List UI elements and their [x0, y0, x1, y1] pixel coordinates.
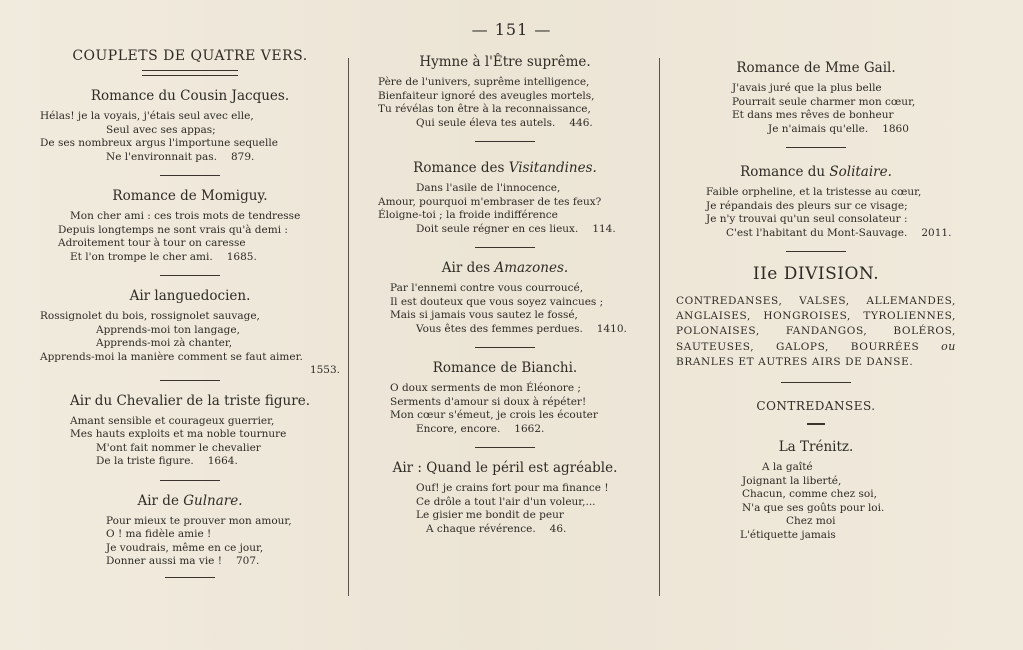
separator-rule: [807, 423, 825, 425]
column-3: [676, 48, 956, 542]
verse-line: [40, 151, 340, 165]
verse-line: Chez moi: [786, 515, 836, 527]
verse-line: Pourrait seule charmer mon cœur,: [732, 95, 916, 108]
song-title: Romance du Cousin Jacques.: [90, 88, 290, 104]
separator-rule: [165, 577, 215, 578]
song-title-text: Air de: [137, 492, 184, 509]
verse-line: Mon cœur s'émeut, je crois les écouter: [390, 409, 598, 421]
song-number: 1553.: [309, 364, 340, 376]
verse-line: Amant sensible et courageux guerrier,: [70, 414, 275, 427]
song-number: 1662.: [514, 422, 545, 435]
page-number: — 151 —: [471, 20, 552, 39]
separator-rule: [475, 247, 535, 248]
song-title-text: Air des: [441, 260, 495, 276]
verse: [360, 482, 650, 536]
verse-line-text: De la triste figure.: [96, 455, 194, 467]
verse-line: O doux serments de mon Éléonore ;: [390, 382, 581, 394]
verse-line: Ouf! je crains fort pour ma finance !: [416, 482, 609, 494]
separator-rule: [475, 141, 535, 142]
separator-rule: [786, 147, 846, 148]
verse-line: Hélas! je la voyais, j'étais seul avec elle,: [40, 110, 254, 122]
verse: [360, 76, 650, 130]
verse-line: [360, 323, 650, 337]
verse-line: Je n'y trouvai qu'un seul consolateur :: [706, 213, 908, 225]
song-title: Air languedocien.: [129, 288, 251, 304]
verse: [676, 82, 956, 136]
verse-line: Rossignolet du bois, rossignolet sauvage,: [40, 310, 260, 322]
verse-line: Mes hauts exploits et ma noble tournure: [70, 428, 287, 440]
verse-line: [360, 523, 650, 537]
verse-line: [360, 223, 650, 237]
division-description-text-end: BRANLES ET AUTRES AIRS DE DANSE.: [676, 356, 914, 368]
verse-line: [40, 455, 340, 469]
section-heading: COUPLETS DE QUATRE VERS.: [72, 48, 308, 64]
column-2: [360, 48, 650, 536]
verse-line-text: Vous êtes des femmes perdues.: [416, 322, 583, 335]
separator-rule: [786, 251, 846, 252]
separator-rule: [160, 480, 220, 481]
verse-line: [40, 251, 340, 265]
verse-line: N'a que ses goûts pour loi.: [742, 501, 885, 514]
song-title: [40, 493, 340, 509]
verse: [360, 282, 650, 336]
separator-rule: [781, 382, 851, 383]
verse-line: [360, 117, 650, 131]
verse-line-text: Donner aussi ma vie !: [106, 555, 222, 567]
verse: [40, 110, 340, 164]
separator-rule: [160, 175, 220, 176]
separator-rule: [475, 347, 535, 348]
verse-line: Apprends-moi ton langage,: [96, 323, 240, 336]
verse-line: Apprends-moi la manière comment se faut aimer.: [40, 350, 303, 363]
separator-rule: [160, 275, 220, 276]
song-number: 1860: [882, 122, 909, 135]
column-rule-left: [348, 58, 349, 596]
song-title: Air : Quand le péril est agréable.: [392, 460, 618, 476]
verse-line: Serments d'amour si doux à répéter!: [390, 395, 587, 408]
verse-line: Joignant la liberté,: [742, 474, 842, 487]
verse-line: Ce drôle a tout l'air d'un voleur,...: [416, 495, 596, 508]
song-number: 879.: [231, 150, 255, 163]
verse-line: Faible orpheline, et la tristesse au cœur,: [706, 186, 922, 198]
song-title: La Trénitz.: [778, 439, 854, 455]
verse-line: Il est douteux que vous soyez vaincues ;: [390, 295, 604, 308]
verse-line-text: Encore, encore.: [416, 422, 501, 435]
verse-line: [40, 555, 340, 569]
verse: [360, 382, 650, 436]
song-title-italic: Gulnare.: [183, 492, 243, 509]
division-description-text: CONTREDANSES, VALSES, ALLEMANDES, ANGLAISES, HONGROISES, TYROLIENNES, POLONAISES, FANDANGOS, BOLÉROS, SAUTEUSES, GALOPS, BOURRÉES: [676, 295, 956, 353]
verse-line: Et dans mes rêves de bonheur: [732, 109, 894, 121]
song-number: 446.: [569, 116, 593, 129]
song-number: 707.: [235, 555, 260, 567]
verse-line: Par l'ennemi contre vous courroucé,: [390, 282, 584, 294]
verse-line: Bienfaiteur ignoré des aveugles mortels,: [378, 89, 595, 102]
verse-line: J'avais juré que la plus belle: [732, 82, 882, 94]
song-title: [676, 164, 956, 180]
verse-line: Seul avec ses appas;: [106, 123, 216, 136]
verse: [40, 210, 340, 264]
verse: [40, 415, 340, 469]
verse-line-text: C'est l'habitant du Mont-Sauvage.: [726, 226, 908, 239]
double-rule: [142, 70, 238, 76]
song-number: 1664.: [207, 455, 238, 467]
song-number: 1410.: [596, 322, 627, 335]
verse: [360, 182, 650, 236]
verse-line: M'ont fait nommer le chevalier: [96, 441, 261, 454]
verse-line: Je répandais des pleurs sur ce visage;: [706, 199, 908, 212]
verse: [676, 186, 956, 240]
song-title-italic: Visitandines.: [508, 160, 597, 176]
verse-line-text: Et l'on trompe le cher ami.: [70, 250, 213, 263]
verse-line: Adroitement tour à tour on caresse: [58, 237, 246, 249]
verse-line: Depuis longtemps ne sont vrais qu'à demi :: [58, 223, 288, 236]
verse: [40, 310, 340, 378]
verse-line: Mon cher ami : ces trois mots de tendresse: [70, 210, 301, 222]
verse-line: Dans l'asile de l'innocence,: [416, 182, 561, 194]
division-heading: IIe DIVISION.: [752, 264, 880, 284]
verse-line: Mais si jamais vous sautez le fossé,: [390, 309, 578, 321]
subsection-heading: CONTREDANSES.: [756, 399, 876, 413]
verse-line: L'étiquette jamais: [740, 528, 836, 541]
separator-rule: [475, 447, 535, 448]
song-title-italic: Amazones.: [494, 260, 569, 276]
song-title: Romance de Mme Gail.: [736, 60, 896, 76]
song-title-text: Romance du: [740, 164, 830, 180]
verse-line: [360, 423, 650, 437]
song-title: [360, 260, 650, 276]
verse-line: A la gaîté: [762, 461, 813, 473]
song-number: 114.: [592, 222, 616, 235]
division-description-italic: ou: [941, 340, 956, 353]
verse-line: De ses nombreux argus l'importune sequelle: [40, 137, 278, 149]
verse-line: O ! ma fidèle amie !: [106, 528, 212, 540]
verse-line: [676, 227, 956, 241]
column-1: [40, 48, 340, 590]
song-title: Romance de Bianchi.: [432, 360, 578, 376]
song-number: 46.: [549, 522, 567, 535]
verse-line: Pour mieux te prouver mon amour,: [106, 514, 292, 527]
verse-line-text: Qui seule éleva tes autels.: [416, 116, 556, 129]
verse-line-text: Je n'aimais qu'elle.: [768, 122, 869, 135]
verse-line-text: Ne l'environnait pas.: [106, 150, 217, 163]
verse: [40, 515, 340, 569]
separator-rule: [160, 380, 220, 381]
verse-line: Le gisier me bondit de peur: [416, 509, 564, 521]
verse-line-text: A chaque révérence.: [426, 522, 536, 535]
division-description: [676, 294, 956, 370]
song-title-text: Romance des: [413, 160, 509, 176]
verse-line: [676, 123, 956, 137]
song-number: 1685.: [226, 250, 257, 263]
verse: [676, 461, 956, 542]
song-title: Air du Chevalier de la triste figure.: [70, 392, 310, 409]
song-number: 2011.: [921, 226, 952, 239]
verse-line: Éloigne-toi ; la froide indifférence: [378, 209, 558, 221]
verse-line: Père de l'univers, suprême intelligence,: [378, 76, 590, 88]
verse-line: Je voudrais, même en ce jour,: [106, 541, 264, 554]
column-rule-right: [659, 58, 660, 596]
song-title: [360, 160, 650, 176]
song-title: Hymne à l'Être suprême.: [419, 54, 591, 70]
verse-line: Amour, pourquoi m'embraser de tes feux?: [378, 195, 602, 208]
song-title-italic: Solitaire.: [829, 164, 892, 180]
verse-line-text: Doit seule régner en ces lieux.: [416, 222, 579, 235]
verse-line: Chacun, comme chez soi,: [742, 488, 877, 500]
verse-line: Tu révélas ton être à la reconnaissance,: [378, 103, 591, 115]
song-title: Romance de Momiguy.: [112, 188, 268, 204]
verse-line: Apprends-moi zà chanter,: [96, 337, 233, 349]
